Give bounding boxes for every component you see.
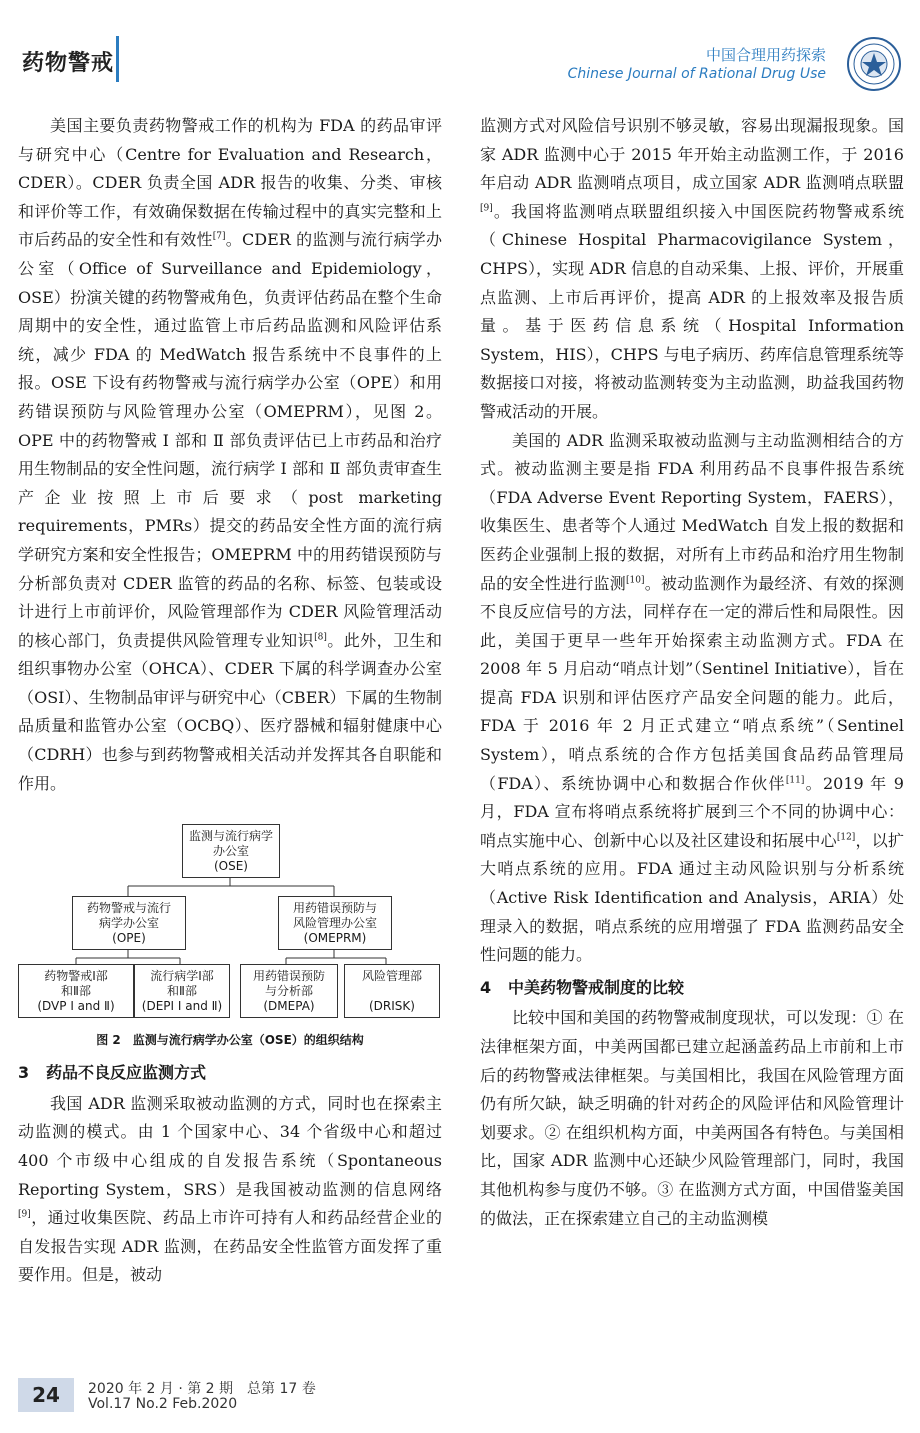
citation: [10] [625, 575, 645, 586]
citation: [11] [785, 775, 805, 786]
section-3-heading: 3 药品不良反应监测方式 [18, 1063, 207, 1083]
left-column [18, 112, 442, 1290]
journal-name-en: Chinese Journal of Rational Drug Use [567, 66, 826, 82]
section-title: 药物警戒 [22, 51, 115, 76]
paragraph-cder: 美国主要负责药物警戒工作的机构为 FDA 的药品审评与研究中心（Centre for Evaluation and Research，CDER）。CDER 负责全国 ADR 报告的收集、分类、审核和评价等工作，有效确保数据在传输过程中的真实完整和上市后药品的安全性和有效性[7]。CDER 的监测与流行病学办公室（Office of Surveillance and Epidemiology，OSE）扮演关键的药物警戒角色，负责评估药品在整个生命周期中的安全性，通过监管上市后药品监测和风险评估系统，减少 FDA 的 MedWatch 报告系统中不良事件的上报。OSE 下设有药物警戒与流行病学办公室（OPE）和用药错误预防与风险管理办公室（OMEPRM），见图 2。OPE 中的药物警戒 Ⅰ 部和 Ⅱ 部负责评估已上市药品和治疗用生物制品的安全性问题，流行病学 Ⅰ 部和 Ⅱ 部负责审查生产企业按照上市后要求（post marketing requirements，PMRs）提交的药品安全性方面的流行病学研究方案和安全性报告；OMEPRM 中的用药错误预防与分析部负责对 CDER 监管的药品的名称、标签、包装或设计进行上市前评价，风险管理部作为 CDER 风险管理活动的核心部门，负责提供风险管理专业知识[8]。此外，卫生和组织事物办公室（OHCA）、CDER 下属的科学调查办公室（OSI）、生物制品审评与研究中心（CBER）下属的生物制品质量和监管办公室（OCBQ）、医疗器械和辐射健康中心（CDRH）也参与到药物警戒相关活动并发挥其各自职能和作用。 [18, 116, 442, 793]
section-4-heading: 4 中美药物警戒制度的比较 [480, 977, 685, 997]
journal-seal-logo [846, 36, 902, 92]
org-box-ose: 监测与流行病学 办公室 (OSE) [182, 824, 280, 878]
org-box-ope: 药物警戒与流行 病学办公室 (OPE) [72, 896, 186, 950]
page-number: 24 [18, 1378, 74, 1412]
citation: [12] [836, 832, 856, 843]
paragraph-section3: 我国 ADR 监测采取被动监测的方式，同时也在探索主动监测的模式。由 1 个国家中心、34 个省级中心和超过 400 个市级中心组成的自发报告系统（Spontaneous Reporting System，SRS）是我国被动监测的信息网络[9]，通过收集医院、药品上市许可持有人和药品经营企业的自发报告实现 ADR 监测，在药品安全性监管方面发挥了重要作用。但是，被动 [18, 1093, 442, 1285]
paragraph-us-monitoring: 美国的 ADR 监测采取被动监测与主动监测相结合的方式。被动监测主要是指 FDA 利用药品不良事件报告系统（FDA Adverse Event Reporting System，FAERS），收集医生、患者等个人通过 MedWatch 自发上报的数据和医药企业强制上报的数据，对所有上市药品和治疗用生物制品的安全性进行监测[10]。被动监测作为最经济、有效的探测不良反应信号的方法，同样存在一定的滞后性和局限性。因此，美国于更早一些年开始探索主动监测方式。FDA 在 2008 年 5 月启动“哨点计划”（Sentinel Initiative），旨在提高 FDA 识别和评估医疗产品安全问题的能力。此后，FDA 于 2016 年 2 月正式建立“哨点系统”（Sentinel System），哨点系统的合作方包括美国食品药品管理局（FDA）、系统协调中心和数据合作伙伴[11]。2019 年 9 月，FDA 宣布将哨点系统将扩展到三个不同的协调中心：哨点实施中心、创新中心以及社区建设和拓展中心[12]，以扩大哨点系统的应用。FDA 通过主动风险识别与分析系统（Active Risk Identification and Analysis，ARIA）处理录入的数据，哨点系统的应用增强了 FDA 监测药品安全性问题的能力。 [480, 430, 904, 965]
citation: [9] [480, 203, 493, 214]
org-box-drisk: 风险管理部 (DRISK) [344, 964, 440, 1018]
header-divider [116, 36, 119, 82]
citation: [9] [18, 1209, 31, 1220]
org-box-dmepa: 用药错误预防 与分析部 (DMEPA) [240, 964, 338, 1018]
right-column [480, 112, 904, 1233]
paragraph-section4: 比较中国和美国的药物警戒制度现状，可以发现：① 在法律框架方面，中美两国都已建立起涵盖药品上市前和上市后的药物警戒法律框架。与美国相比，我国在风险管理方面仍有所欠缺，缺乏明确的针对药企的风险评估和风险管理计划要求。② 在组织机构方面，中美两国各有特色。与美国相比，国家 ADR 监测中心还缺少风险管理部门，同时，我国其他机构参与度仍不够。③ 在监测方式方面，中国借鉴美国的做法，正在探索建立自己的主动监测模 [480, 1008, 904, 1228]
org-box-depi: 流行病学Ⅰ部 和Ⅱ部 (DEPI Ⅰ and Ⅱ) [134, 964, 230, 1018]
citation: [7] [212, 232, 226, 243]
paragraph-continued: 监测方式对风险信号识别不够灵敏，容易出现漏报现象。国家 ADR 监测中心于 2015 年开始主动监测工作，于 2016 年启动 ADR 监测哨点项目，成立国家 ADR 监测哨点联盟[9]。我国将监测哨点联盟组织接入中国医院药物警戒系统（Chinese Hospital Pharmacovigilance System，CHPS），实现 ADR 信息的自动采集、上报、评价，开展重点监测、上市后再评价，提高 ADR 的上报效率及报告质量。基于医药信息系统（Hospital Information System，HIS），CHPS 与电子病历、药库信息管理系统等数据接口对接，将被动监测转变为主动监测，助益我国药物警戒活动的开展。 [480, 116, 904, 421]
figure-caption: 图 2 监测与流行病学办公室（OSE）的组织结构 [96, 1033, 364, 1048]
issue-info-cn: 2020 年 2 月 · 第 2 期 总第 17 卷 [88, 1381, 316, 1397]
issue-info-en: Vol.17 No.2 Feb.2020 [88, 1396, 238, 1412]
citation: [8] [314, 632, 327, 643]
org-box-dvp: 药物警戒Ⅰ部 和Ⅱ部 (DVP Ⅰ and Ⅱ) [18, 964, 134, 1018]
ose-org-chart [18, 814, 442, 1019]
journal-name-cn: 中国合理用药探索 [705, 46, 826, 64]
org-box-omeprm: 用药错误预防与 风险管理办公室 (OMEPRM) [278, 896, 392, 950]
